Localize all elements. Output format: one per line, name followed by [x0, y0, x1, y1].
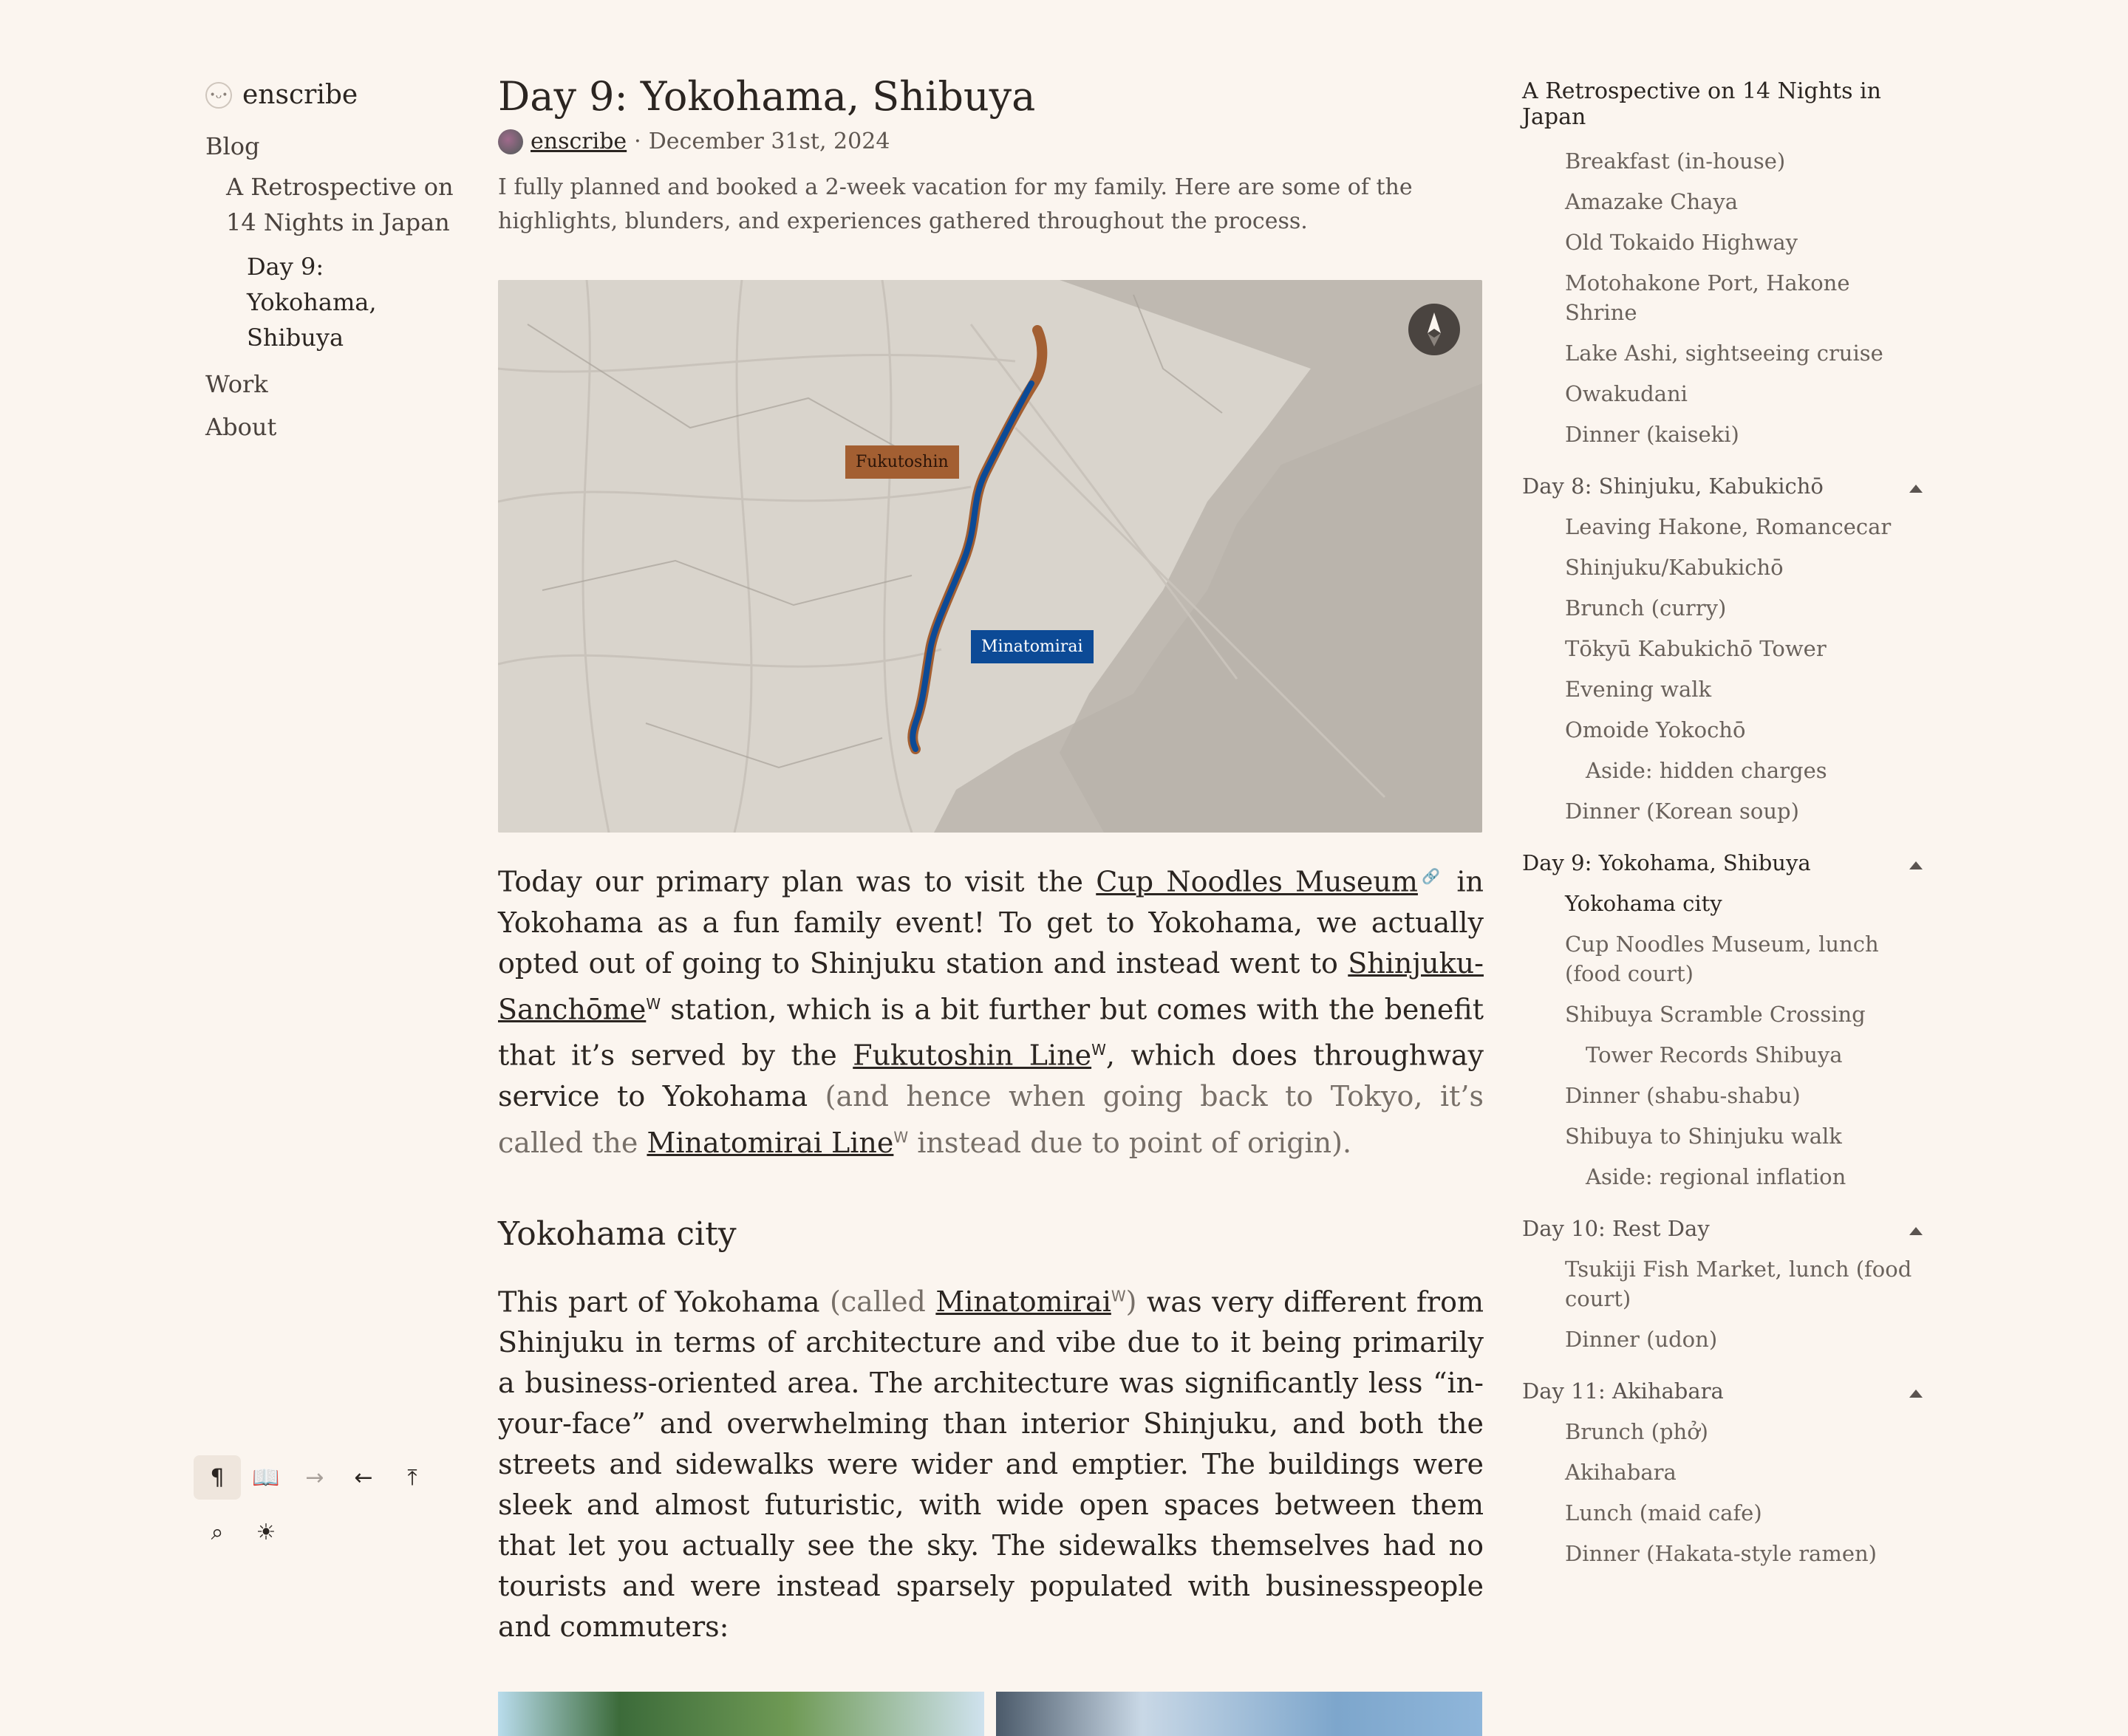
sun-icon[interactable]: ☀ [256, 1519, 276, 1545]
paragraph-yokohama [498, 1277, 1484, 1648]
post-intro: I fully planned and booked a 2-week vacation for my family. Here are some of the highlights, blunders, and experiences gathered throughout the process. [498, 174, 1413, 234]
toc-section-label: Day 8: Shinjuku, Kabukichō [1522, 474, 1824, 499]
left-sidebar [205, 80, 457, 441]
map-canvas [498, 280, 1482, 833]
toc-item[interactable]: Old Tokaido Highway [1565, 230, 1798, 255]
toc-item[interactable]: Evening walk [1565, 677, 1712, 702]
toc-title[interactable]: A Retrospective on 14 Nights in Japan [1522, 78, 1881, 130]
text: (called [830, 1285, 936, 1319]
compass-icon[interactable] [1408, 304, 1460, 355]
toc-item[interactable]: Lunch (maid cafe) [1565, 1500, 1762, 1525]
toc-item[interactable]: Dinner (shabu-shabu) [1565, 1083, 1801, 1108]
map-label-minatomirai: Minatomirai [971, 630, 1094, 663]
toc-section-label: Day 10: Rest Day [1522, 1216, 1710, 1241]
toc-item[interactable]: Cup Noodles Museum, lunch (food court) [1565, 932, 1879, 986]
text: in Yokohama as a fun family event! To get to Yokohama, we actually opted out of going to Shinjuku station and instead went to [498, 865, 1484, 980]
link-fukutoshin-line[interactable]: Fukutoshin Line [853, 1039, 1092, 1072]
pilcrow-icon[interactable]: ¶ [194, 1455, 241, 1500]
toc-section-day8[interactable] [1522, 471, 1928, 501]
photo-street[interactable] [498, 1692, 984, 1736]
nav-blog[interactable]: Blog [205, 132, 260, 160]
text: was very different from Shinjuku in terms of architecture and vibe due to it being primarily a business-oriented area. The architecture was significantly less “in-your-face” and overwhelming than interior Shinjuku, and both the streets and sidewalks were wider and emptier. The buildings were sleek and almost futuristic, with wide open spaces between them that let you actually see the sky. The sidewalks themselves had no tourists and were instead sparsely populated with businesspeople and commuters: [498, 1285, 1484, 1644]
toc-item-current[interactable]: Yokohama city [1565, 891, 1722, 916]
page-title: Day 9: Yokohama, Shibuya [498, 73, 1036, 120]
text: , which does throughway service to Yokohama [498, 1039, 1484, 1113]
toc-item[interactable]: Breakfast (in-house) [1565, 148, 1786, 174]
byline-separator: · [634, 129, 641, 154]
collapse-caret-icon[interactable] [1909, 1227, 1923, 1235]
cat-face-icon: •ᴗ• [205, 82, 232, 109]
route-map[interactable] [498, 280, 1482, 833]
toc-item[interactable]: Amazake Chaya [1565, 189, 1739, 214]
nav-work[interactable]: Work [205, 370, 268, 398]
toc-item[interactable]: Brunch (phở) [1565, 1419, 1708, 1444]
toc-item[interactable]: Dinner (Hakata-style ramen) [1565, 1541, 1878, 1566]
wikipedia-icon: W [1111, 1287, 1126, 1305]
toc-item[interactable]: Shinjuku/Kabukichō [1565, 555, 1784, 580]
book-icon[interactable]: 📖 [252, 1464, 280, 1491]
toc-item[interactable]: Tōkyū Kabukichō Tower [1565, 636, 1827, 661]
text: instead due to point of origin). [908, 1126, 1352, 1159]
collapse-caret-icon[interactable] [1909, 485, 1923, 493]
text: This part of Yokohama [498, 1285, 830, 1319]
collapse-caret-icon[interactable] [1909, 861, 1923, 869]
toc-subitem[interactable]: Aside: regional inflation [1586, 1164, 1846, 1189]
collapse-caret-icon[interactable] [1909, 1390, 1923, 1398]
text: Today our primary plan was to visit the [498, 865, 1097, 898]
avatar [498, 129, 523, 154]
text: (and hence when going back to Tokyo, it’s called the [498, 1079, 1484, 1159]
photo-buildings[interactable] [996, 1692, 1482, 1736]
nav-about[interactable]: About [205, 413, 277, 441]
search-icon[interactable]: ⌕ [211, 1519, 224, 1545]
toc-section-label: Day 11: Akihabara [1522, 1378, 1724, 1404]
wikipedia-icon: W [893, 1127, 909, 1146]
text: ) [1125, 1285, 1137, 1319]
article [498, 71, 1484, 1736]
site-name: enscribe [242, 80, 358, 110]
author-link[interactable]: enscribe [531, 129, 627, 154]
toc-section-label: Day 9: Yokohama, Shibuya [1522, 850, 1811, 875]
map-label-fukutoshin: Fukutoshin [845, 445, 959, 479]
wikipedia-icon: W [1091, 1041, 1106, 1059]
external-link-icon: 🔗 [1417, 867, 1445, 885]
toc-section-day10[interactable] [1522, 1214, 1928, 1243]
utility-toolbar [194, 1510, 290, 1554]
toc-subitem[interactable]: Tower Records Shibuya [1586, 1042, 1843, 1067]
site-home-link[interactable] [205, 80, 457, 110]
nav-retrospective[interactable]: A Retrospective on 14 Nights in Japan [226, 173, 454, 236]
wikipedia-icon: W [646, 994, 661, 1013]
link-cup-noodles-museum[interactable]: Cup Noodles Museum [1096, 865, 1418, 898]
toc-item[interactable]: Dinner (kaiseki) [1565, 422, 1739, 447]
nav-current-post[interactable]: Day 9: Yokohama, Shibuya [247, 253, 377, 352]
toc-item[interactable]: Dinner (Korean soup) [1565, 799, 1799, 824]
arrow-top-icon[interactable]: ⤒ [407, 1464, 417, 1491]
section-heading: Yokohama city [498, 1214, 737, 1253]
post-date: December 31st, 2024 [648, 129, 890, 154]
toc-section-day9[interactable] [1522, 848, 1928, 878]
link-shinjuku-sanchome[interactable]: Shinjuku-Sanchōme [498, 946, 1484, 1026]
toc-item[interactable]: Omoide Yokochō [1565, 717, 1746, 742]
arrow-left-icon[interactable]: ← [354, 1464, 373, 1491]
toc-item[interactable]: Akihabara [1565, 1460, 1677, 1485]
arrow-right-icon[interactable]: → [305, 1464, 324, 1491]
text: station, which is a bit further but comes with the benefit that it’s served by the [498, 993, 1484, 1072]
toc-item[interactable]: Brunch (curry) [1565, 595, 1727, 621]
table-of-contents [1522, 78, 1928, 1568]
photo-row [498, 1692, 1484, 1736]
toc-item[interactable]: Leaving Hakone, Romancecar [1565, 514, 1892, 539]
reader-toolbar [194, 1455, 436, 1500]
toc-item[interactable]: Dinner (udon) [1565, 1327, 1718, 1352]
toc-item[interactable]: Lake Ashi, sightseeing cruise [1565, 341, 1883, 366]
toc-item[interactable]: Motohakone Port, Hakone Shrine [1565, 270, 1850, 325]
toc-item[interactable]: Owakudani [1565, 381, 1688, 406]
byline [498, 129, 1484, 154]
toc-item[interactable]: Shibuya to Shinjuku walk [1565, 1124, 1842, 1149]
link-minatomirai[interactable]: Minatomirai [935, 1285, 1111, 1319]
toc-item[interactable]: Tsukiji Fish Market, lunch (food court) [1565, 1257, 1912, 1311]
paragraph-route [498, 856, 1484, 1163]
link-minatomirai-line[interactable]: Minatomirai Line [647, 1126, 894, 1159]
toc-item[interactable]: Shibuya Scramble Crossing [1565, 1002, 1866, 1027]
toc-subitem[interactable]: Aside: hidden charges [1586, 758, 1827, 783]
toc-section-day11[interactable] [1522, 1376, 1928, 1406]
